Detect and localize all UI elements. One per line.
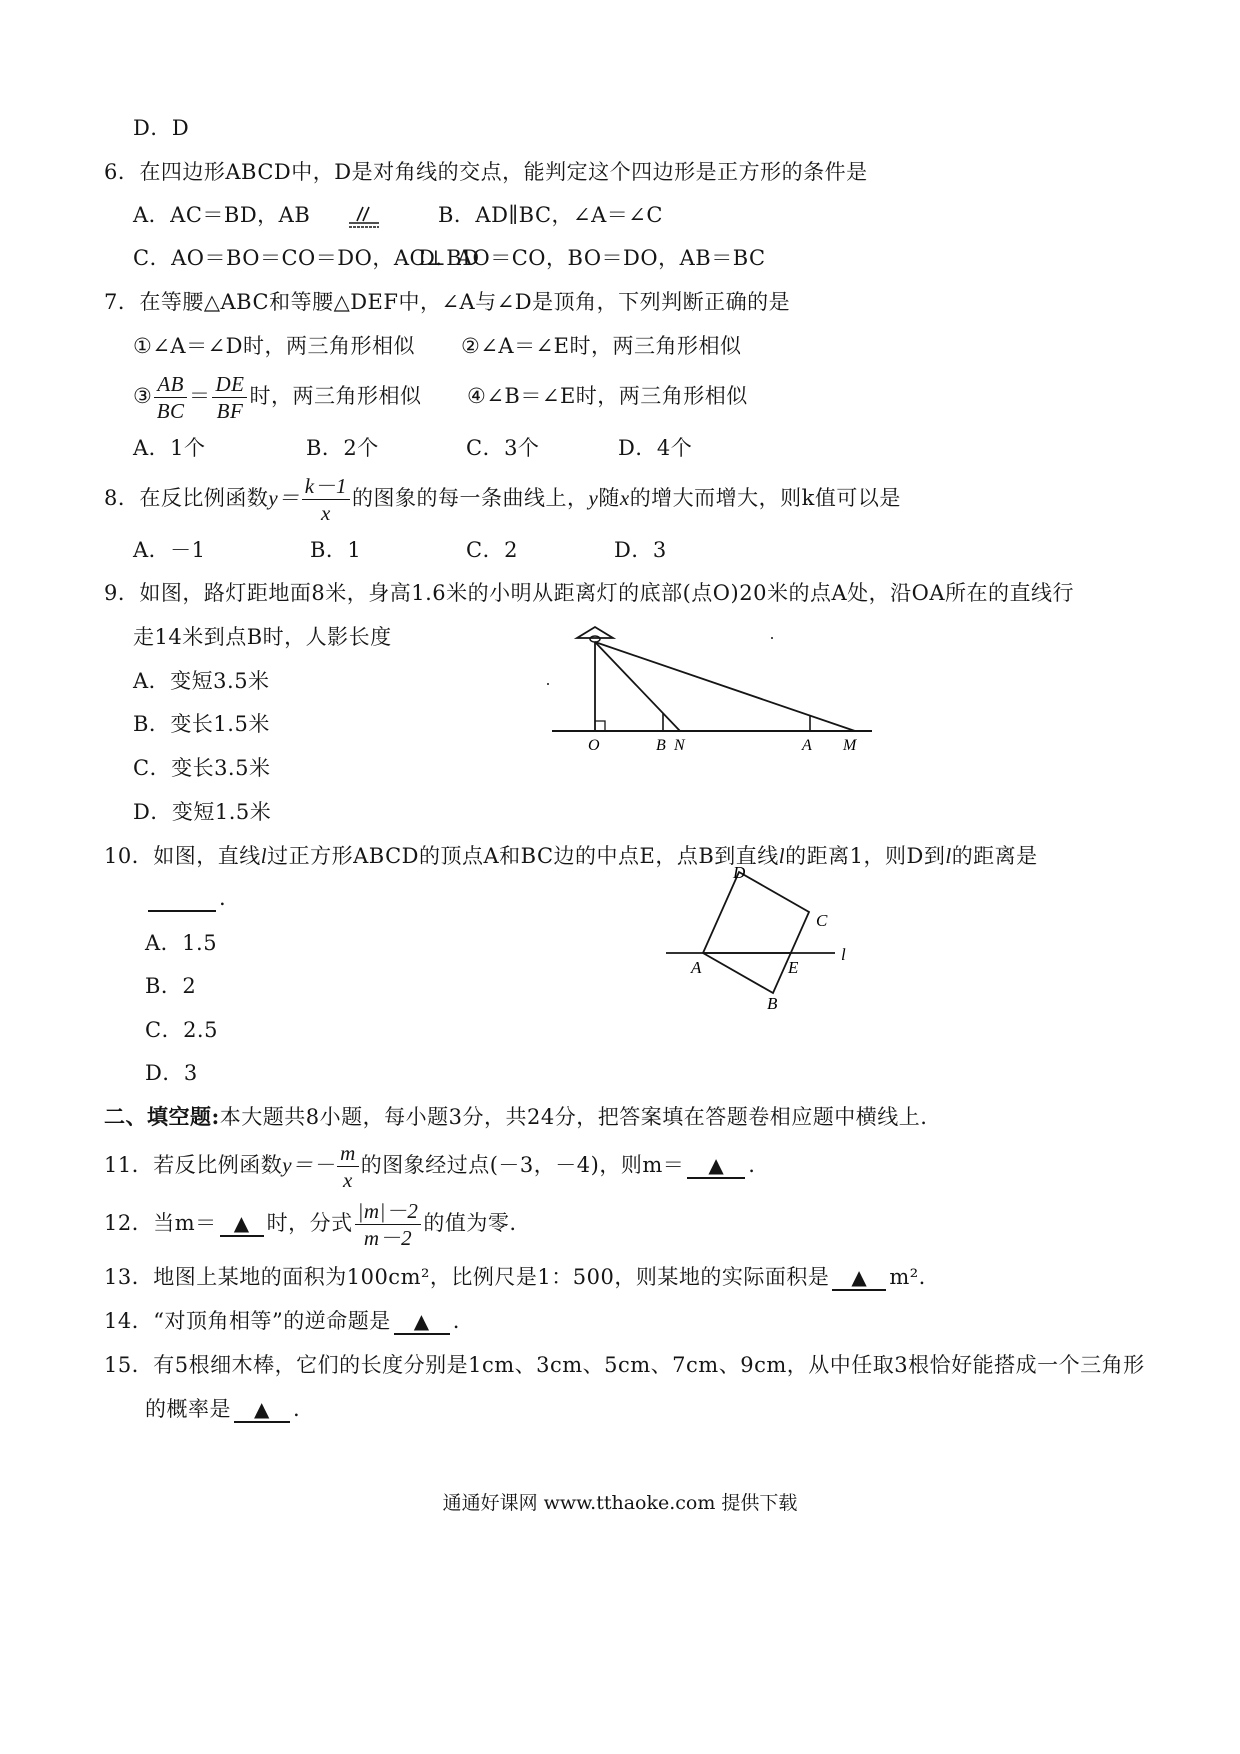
q10-stem-line-1 [104,841,1038,871]
page-footer: 通通好课网 www.tthaoke.com 提供下载 [442,1492,798,1514]
q7-statement-3 [133,368,421,424]
q11-answer-blank: ▲ [687,1153,745,1179]
fraction-denominator: x [342,1168,353,1192]
label-o: O [588,737,600,754]
label-e: E [788,958,799,977]
fraction-m-over-x [337,1140,359,1193]
q12-suffix: 的值为零. [423,1211,517,1235]
q10-option-b: B．2 [145,974,197,998]
square-line-diagram [660,860,860,1018]
fraction-denominator: x [320,501,331,525]
q8-option-b: B．1 [310,538,362,562]
label-d: D [733,863,746,882]
q15-stem-line-1: 15．有5根细木棒，它们的长度分别是1cm、3cm、5cm、7cm、9cm，从中任取3根恰好能搭成一个三角形 [104,1353,1145,1377]
q6-option-a-text: A．AC＝BD，AB [133,203,311,227]
q13-answer-blank: ▲ [832,1265,886,1291]
q11-suffix: 的图象经过点(－3，－4)，则m＝ [360,1153,685,1177]
fraction-numerator: AB [154,371,187,398]
q8-var-y: y [588,486,599,510]
streetlight-shadow-diagram [540,618,880,758]
right-angle-mark [595,721,605,731]
q7-stem: 7．在等腰△ABC和等腰△DEF中，∠A与∠D是顶角，下列判断正确的是 [104,290,791,314]
scan-dot [547,683,549,685]
q8-mid-2: 随 [598,486,620,510]
q11-prefix: 11．若反比例函数 [104,1153,283,1177]
q8-mid-1: 的图象的每一条曲线上， [352,486,589,510]
fraction-numerator: k－1 [302,473,350,500]
q8-option-a: A．－1 [133,538,206,562]
q15-stem-line-2 [145,1394,300,1424]
q15-period: . [293,1397,301,1421]
q10-option-a: A．1.5 [145,931,218,955]
label-c: C [816,911,828,930]
q8-option-c: C．2 [466,538,518,562]
q9-option-c: C．变长3.5米 [133,756,271,780]
q14-answer-blank: ▲ [394,1309,450,1335]
q8-prefix: 8．在反比例函数 [104,486,269,510]
fraction-k-minus-1-over-x [302,473,350,526]
q7-statement-4: ④∠B＝∠E时，两三角形相似 [467,384,748,408]
q7-s3-suffix: 时，两三角形相似 [249,384,422,408]
fraction-denominator: m－2 [363,1226,413,1250]
fraction-numerator: DE [212,371,247,398]
q8-suffix: 的增大而增大，则k值可以是 [629,486,901,510]
section-description: 本大题共8小题，每小题3分，共24分，把答案填在答题卷相应题中横线上. [219,1105,928,1129]
scan-dot [771,637,773,639]
q8-stem [104,470,901,526]
fraction-numerator: m [337,1140,359,1167]
label-b: B [656,737,666,754]
equals-sign: ＝ [188,384,211,408]
q6-option-c: C．AO＝BO＝CO＝DO，AC⊥BD [133,246,480,270]
q10-stem-d: 的距离是 [951,844,1038,868]
q6-option-b: B．AD∥BC，∠A＝∠C [438,203,663,227]
light-ray-to-n [595,642,680,731]
fraction-denominator: BF [216,399,244,423]
fraction-numerator: |m|－2 [355,1198,422,1225]
q10-option-d: D．3 [145,1061,198,1085]
q9-option-a: A．变短3.5米 [133,669,270,693]
q10-blank-line [145,883,226,913]
q7-statement-2: ②∠A＝∠E时，两三角形相似 [461,334,742,358]
q12-stem [104,1195,517,1251]
q14-period: . [452,1309,460,1333]
q7-option-a: A．1个 [133,436,206,460]
label-a: A [691,958,702,977]
section-2-header [104,1102,927,1132]
lamp-icon [577,627,613,642]
light-ray-to-m [595,642,855,731]
q10-stem-b: 过正方形ABCD的顶点A和BC边的中点E，点B到直线 [267,844,779,868]
q13-unit: m². [889,1265,926,1289]
q15-answer-blank: ▲ [234,1397,290,1423]
q6-option-d: D．AO＝CO，BO＝DO，AB＝BC [418,246,766,270]
fraction-ab-bc [154,371,187,424]
fraction-de-bf [212,371,247,424]
q9-option-b: B．变长1.5米 [133,712,270,736]
q10-period: . [219,886,227,910]
q5-option-d: D．D [133,116,190,140]
label-n: N [674,737,685,754]
q8-y-equals: y＝ [268,486,300,510]
label-l: l [841,945,846,964]
q14-text: 14．“对顶角相等”的逆命题是 [104,1309,391,1333]
q9-option-d: D．变短1.5米 [133,800,272,824]
section-title: 二、填空题: [104,1104,220,1129]
fraction-abs-m-minus-2 [355,1198,422,1251]
q6-option-a [133,200,381,230]
q9-stem-line-2: 走14米到点B时，人影长度 [133,625,392,649]
q14-stem [104,1306,460,1336]
q6-stem: 6．在四边形ABCD中，D是对角线的交点，能判定这个四边形是正方形的条件是 [104,160,868,184]
q10-option-c: C．2.5 [145,1018,218,1042]
q12-answer-blank: ▲ [220,1211,264,1237]
q10-line-l: l [778,844,786,868]
q10-answer-blank [148,886,216,912]
q15-text: 的概率是 [145,1397,231,1421]
label-b: B [767,994,778,1013]
q12-mid: 时，分式 [266,1211,353,1235]
q13-stem [104,1262,926,1292]
q7-option-d: D．4个 [618,436,693,460]
q7-option-c: C．3个 [466,436,540,460]
parallel-equal-symbol [345,204,381,230]
fraction-denominator: BC [156,399,185,423]
q10-stem-c: 的距离1，则D到 [785,844,946,868]
q7-option-b: B．2个 [306,436,379,460]
q13-text: 13．地图上某地的面积为100cm²，比例尺是1：500，则某地的实际面积是 [104,1265,830,1289]
q8-option-d: D．3 [614,538,667,562]
q11-stem [104,1137,755,1193]
label-a: A [802,737,812,754]
q7-statement-1: ①∠A＝∠D时，两三角形相似 [133,334,416,358]
q8-var-x: x [619,486,630,510]
q12-prefix: 12．当m＝ [104,1211,217,1235]
q7-s3-prefix: ③ [133,384,153,408]
q10-stem-a: 10．如图，直线 [104,844,261,868]
label-m: M [843,737,857,754]
q11-period: . [748,1153,756,1177]
q10-line-l: l [945,844,952,868]
q9-stem-line-1: 9．如图，路灯距地面8米，身高1.6米的小明从距离灯的底部(点O)20米的点A处，沿OA所在的直线行 [104,581,1074,605]
q10-line-l: l [260,844,268,868]
q11-y-equals: y＝－ [282,1153,336,1177]
